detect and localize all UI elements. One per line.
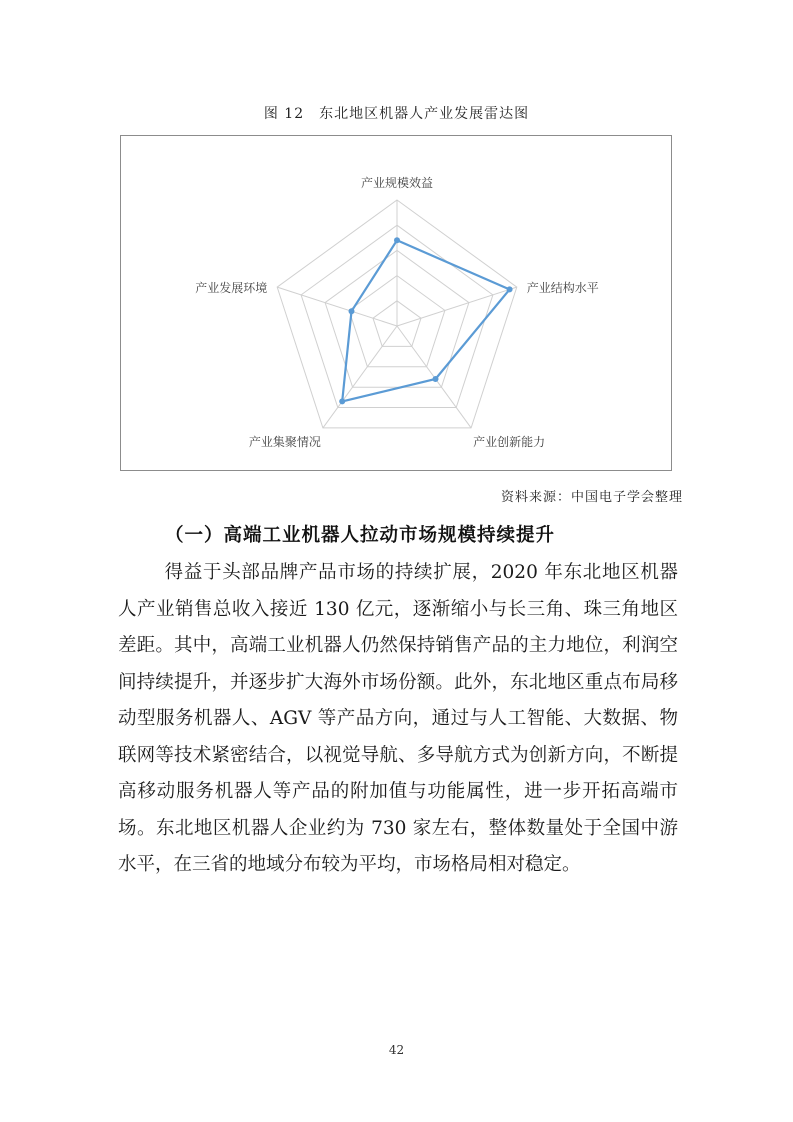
grid-spoke-4: [323, 326, 397, 428]
axis-label-5: 产业发展环境: [195, 280, 268, 295]
axis-label-4: 产业集聚情况: [248, 435, 321, 450]
section-heading: （一）高端工业机器人拉动市场规模持续提升: [165, 525, 556, 546]
data-point-2: [507, 286, 513, 292]
data-point-3: [433, 376, 439, 382]
axis-label-1: 产业规模效益: [361, 175, 434, 190]
body-paragraph-text: 得益于头部品牌产品市场的持续扩展，2020 年东北地区机器人产业销售总收入接近 130 亿元，逐渐缩小与长三角、珠三角地区差距。其中，高端工业机器人仍然保持销售产品的主力地位，利润空间持续提升，并逐步扩大海外市场份额。此外，东北地区重点布局移动型服务机器人、AGV 等产品方向，通过与人工智能、大数据、物联网等技术紧密结合，以视觉导航、多导航方式为创新方向，不断提高移动服务机器人等产品的附加值与功能属性，进一步开拓高端市场。东北地区机器人企业约为 730 家左右，整体数量处于全国中游水平，在三省的地域分布较为平均，市场格局相对稳定。: [118, 562, 678, 875]
data-point-5: [349, 308, 355, 314]
axis-label-2: 产业结构水平: [526, 280, 599, 295]
figure-caption: 图 12 东北地区机器人产业发展雷达图: [263, 106, 530, 122]
body-paragraph: [118, 555, 678, 884]
series-line: [342, 240, 509, 401]
grid-spoke-2: [397, 287, 517, 326]
figure-source: 资料来源：中国电子学会整理: [500, 490, 683, 505]
data-point-1: [394, 237, 400, 243]
grid-spoke-5: [277, 287, 397, 326]
radar-chart: [120, 135, 672, 471]
axis-label-3: 产业创新能力: [473, 435, 546, 450]
data-point-4: [339, 398, 345, 404]
page-number: 42: [388, 1043, 405, 1057]
